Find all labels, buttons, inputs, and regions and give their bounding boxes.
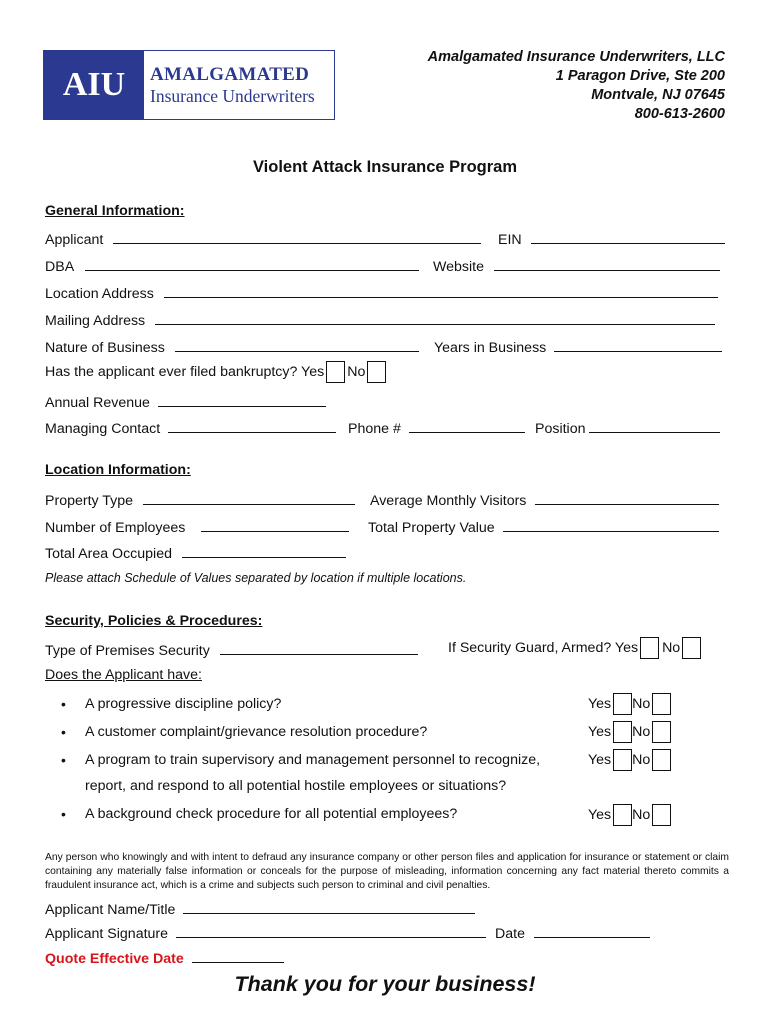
- bullet: •: [61, 806, 66, 822]
- position-label: Position: [535, 421, 586, 437]
- does-have-label: Does the Applicant have:: [45, 667, 202, 683]
- date-label: Date: [495, 926, 525, 942]
- bullet: •: [61, 696, 66, 712]
- ein-field[interactable]: [531, 229, 725, 244]
- item3-yes-checkbox[interactable]: [613, 749, 632, 771]
- annual-revenue-field[interactable]: [158, 392, 326, 407]
- page-title: Violent Attack Insurance Program: [252, 158, 518, 176]
- total-area-label: Total Area Occupied: [45, 546, 172, 562]
- years-field[interactable]: [554, 337, 722, 352]
- logo-abbr-block: [44, 51, 144, 119]
- signature-field[interactable]: [176, 923, 486, 938]
- location-address-label: Location Address: [45, 286, 154, 302]
- total-value-label: Total Property Value: [368, 520, 495, 536]
- avg-visitors-field[interactable]: [535, 490, 719, 505]
- sov-note: Please attach Schedule of Values separated by location if multiple locations.: [45, 571, 467, 585]
- company-logo: [43, 50, 335, 120]
- guard-armed-label: If Security Guard, Armed? Yes: [448, 640, 639, 656]
- item3-text-line2: report, and respond to all potential hostile employees or situations?: [85, 778, 507, 794]
- dba-label: DBA: [45, 259, 74, 275]
- property-type-label: Property Type: [45, 493, 134, 509]
- avg-visitors-label: Average Monthly Visitors: [370, 493, 527, 509]
- guard-no-checkbox[interactable]: [682, 637, 701, 659]
- quote-date-label: Quote Effective Date: [45, 951, 184, 967]
- company-phone: 800-613-2600: [634, 106, 725, 122]
- item1-no-label: No: [632, 696, 651, 712]
- applicant-field[interactable]: [113, 229, 481, 244]
- item3-no-checkbox[interactable]: [652, 749, 671, 771]
- name-title-label: Applicant Name/Title: [45, 902, 176, 918]
- website-label: Website: [433, 259, 484, 275]
- location-heading: Location Information:: [45, 462, 191, 478]
- item2-yes-label: Yes: [588, 724, 612, 740]
- item4-yes-label: Yes: [588, 807, 612, 823]
- company-address: [428, 48, 725, 124]
- ein-label: EIN: [498, 232, 522, 248]
- item2-no-checkbox[interactable]: [652, 721, 671, 743]
- bankruptcy-yes-checkbox[interactable]: [326, 361, 345, 383]
- total-value-field[interactable]: [503, 517, 719, 532]
- item1-no-checkbox[interactable]: [652, 693, 671, 715]
- quote-date-field[interactable]: [192, 948, 284, 963]
- guard-no-label: No: [662, 640, 681, 656]
- phone-label: Phone #: [348, 421, 401, 437]
- phone-field[interactable]: [409, 418, 525, 433]
- bankruptcy-no-label: No: [347, 364, 366, 380]
- nature-label: Nature of Business: [45, 340, 165, 356]
- bankruptcy-label: Has the applicant ever filed bankruptcy? Yes: [45, 364, 325, 380]
- company-address1: 1 Paragon Drive, Ste 200: [555, 68, 725, 84]
- logo-abbr: AIU: [62, 66, 126, 103]
- logo-line1: AMALGAMATED: [150, 63, 310, 85]
- item2-text: A customer complaint/grievance resolution procedure?: [85, 724, 428, 740]
- item4-no-checkbox[interactable]: [652, 804, 671, 826]
- date-field[interactable]: [534, 923, 650, 938]
- property-type-field[interactable]: [143, 490, 355, 505]
- annual-revenue-label: Annual Revenue: [45, 395, 150, 411]
- employees-label: Number of Employees: [45, 520, 186, 536]
- premises-security-label: Type of Premises Security: [45, 643, 210, 659]
- mailing-address-field[interactable]: [155, 310, 715, 325]
- nature-field[interactable]: [175, 337, 419, 352]
- thank-you: Thank you for your business!: [234, 972, 536, 996]
- location-address-field[interactable]: [164, 283, 718, 298]
- position-field[interactable]: [589, 418, 720, 433]
- employees-field[interactable]: [201, 517, 349, 532]
- logo-line2: Insurance Underwriters: [150, 85, 315, 106]
- item4-yes-checkbox[interactable]: [613, 804, 632, 826]
- bullet: •: [61, 752, 66, 768]
- premises-security-field[interactable]: [220, 640, 418, 655]
- managing-contact-field[interactable]: [168, 418, 336, 433]
- item1-text: A progressive discipline policy?: [85, 696, 282, 712]
- item1-yes-checkbox[interactable]: [613, 693, 632, 715]
- item4-text: A background check procedure for all potential employees?: [85, 806, 458, 822]
- bullet: •: [61, 724, 66, 740]
- managing-contact-label: Managing Contact: [45, 421, 161, 437]
- general-heading: General Information:: [45, 203, 185, 219]
- item2-yes-checkbox[interactable]: [613, 721, 632, 743]
- item2-no-label: No: [632, 724, 651, 740]
- company-address2: Montvale, NJ 07645: [591, 87, 725, 103]
- item3-yes-label: Yes: [588, 752, 612, 768]
- guard-yes-checkbox[interactable]: [640, 637, 659, 659]
- item3-text-line1: A program to train supervisory and management personnel to recognize,: [85, 752, 541, 768]
- dba-field[interactable]: [85, 256, 419, 271]
- item3-no-label: No: [632, 752, 651, 768]
- item1-yes-label: Yes: [588, 696, 612, 712]
- mailing-address-label: Mailing Address: [45, 313, 146, 329]
- signature-label: Applicant Signature: [45, 926, 169, 942]
- website-field[interactable]: [494, 256, 720, 271]
- name-title-field[interactable]: [183, 899, 475, 914]
- security-heading: Security, Policies & Procedures:: [45, 613, 263, 629]
- bankruptcy-no-checkbox[interactable]: [367, 361, 386, 383]
- item4-no-label: No: [632, 807, 651, 823]
- fraud-statement: Any person who knowingly and with intent to defraud any insurance company or other person files and application for insurance or statement or claim containing any materially false information or conceals for the purpose of misleading, information concerning any fact material thereto commits a fraudulent insurance act, which is a crime and subjects such person to criminal and civil penalties.: [45, 852, 729, 891]
- applicant-label: Applicant: [45, 232, 104, 248]
- years-label: Years in Business: [434, 340, 547, 356]
- company-name: Amalgamated Insurance Underwriters, LLC: [427, 49, 725, 65]
- total-area-field[interactable]: [182, 543, 346, 558]
